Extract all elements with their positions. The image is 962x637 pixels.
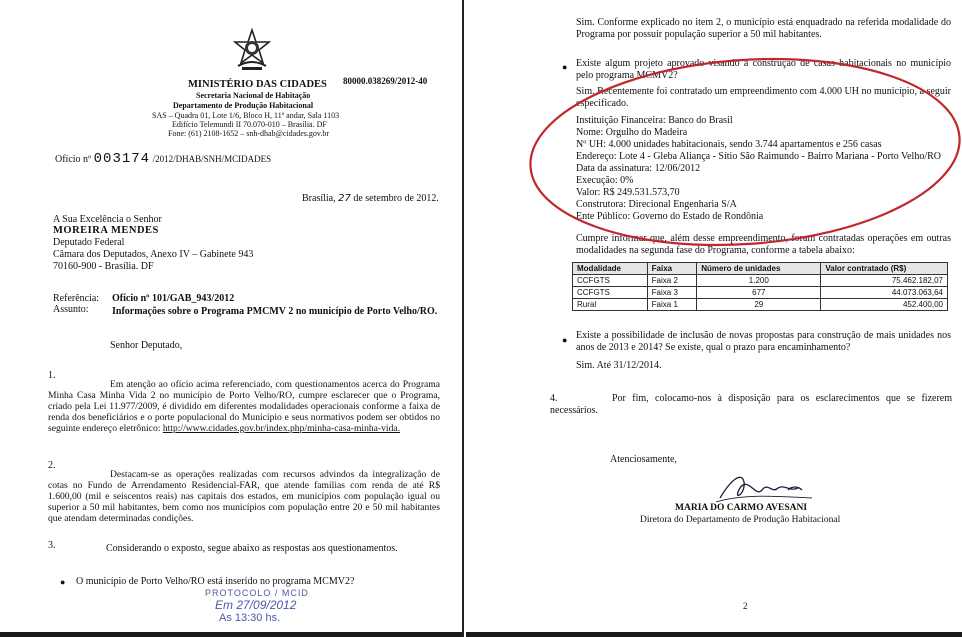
signer-role: Diretora do Departamento de Produção Habitacional — [640, 515, 841, 525]
cidades-link[interactable]: http://www.cidades.gov.br/index.php/minha-casa-minha-vida. — [162, 423, 401, 434]
answer-2-more: Cumpre informar que, além desse empreendimento, foram contratadas operações em outras modalidades na segunda fase do Programa, conforme a tabela abaixo: — [576, 233, 951, 256]
table-header: Número de unidades — [697, 263, 821, 275]
recipient-salutation: A Sua Excelência o Senhor — [53, 214, 162, 225]
department-name: Departamento de Produção Habitacional — [173, 101, 314, 110]
bullet-icon: ● — [562, 62, 568, 72]
oficio-number: 003174 — [93, 151, 151, 167]
recipient-role: Deputado Federal — [53, 237, 125, 248]
table-cell: 29 — [697, 299, 821, 311]
oficio-prefix: Ofício nº — [55, 154, 92, 165]
scan-edge — [466, 632, 962, 637]
stamp-line-3: As 13:30 hs. — [219, 612, 281, 624]
paragraph-3-text: Considerando o exposto, segue abaixo as respostas aos questionamentos. — [106, 543, 398, 554]
date-rest: de setembro de 2012. — [353, 193, 439, 204]
table-header: Modalidade — [573, 263, 648, 275]
address-line-2: Edifício Telemundi II 70.070-010 – Brasília. DF — [172, 120, 327, 129]
detail-address: Endereço: Lote 4 - Gleba Aliança - Sítio São Raimundo - Bairro Mariana - Porto Velho/RO — [576, 151, 942, 162]
subject-value: Informações sobre o Programa PMCMV 2 no município de Porto Velho/RO. — [112, 306, 438, 317]
stamp-line-2: Em 27/09/2012 — [215, 598, 297, 612]
table-cell: 452.400,00 — [821, 299, 948, 311]
project-details — [576, 115, 951, 223]
coat-of-arms-icon — [232, 28, 272, 72]
paragraph-1 — [48, 379, 440, 434]
detail-builder: Construtora: Direcional Engenharia S/A — [576, 199, 737, 210]
question-2: Existe algum projeto aprovado visando à construção de casas habitacionais no município pelo programa MCMV2? — [576, 58, 951, 81]
detail-bank: Instituição Financeira: Banco do Brasil — [576, 115, 733, 126]
table-cell: CCFGTS — [573, 275, 648, 287]
table-row — [573, 299, 948, 311]
table-cell: 44.073.063,64 — [821, 287, 948, 299]
bullet-icon: ● — [60, 577, 66, 587]
detail-public-entity: Ente Público: Governo do Estado de Rondônia — [576, 211, 764, 222]
detail-units: Nº UH: 4.000 unidades habitacionais, sendo 3.744 apartamentos e 256 casas — [576, 139, 882, 150]
greeting: Senhor Deputado, — [110, 340, 183, 351]
detail-execution: Execução: 0% — [576, 175, 634, 186]
answer-3: Sim. Até 31/12/2014. — [576, 360, 662, 371]
phone-email: Fone: (61) 2108-1652 – snh-dhab@cidades.gov.br — [168, 129, 330, 138]
paragraph-1-number: 1. — [48, 370, 56, 381]
reference-value: Ofício nº 101/GAB_943/2012 — [112, 293, 235, 304]
oficio-suffix: /2012/DHAB/SNH/MCIDADES — [152, 154, 272, 164]
table-cell: Rural — [573, 299, 648, 311]
protocol-stamp — [205, 588, 355, 636]
paragraph-1-text: Em atenção ao ofício acima referenciado, com questionamentos acerca do Programa Minha Casa Minha Vida 2 no município de Porto Velho/RO, cumpre esclarecer que o Programa, criado pela Lei 11.977/2009, é dividido em diferentes modalidades operacionais conforme a faixa de renda dos beneficiários e o porte populacional do Município e seus normativos podem ser obtidos no seguinte endereço eletrônico: — [48, 379, 440, 434]
table-header-row — [573, 263, 948, 275]
table-cell: Faixa 1 — [647, 299, 697, 311]
answer-2-intro: Sim. Recentemente foi contratado um empreendimento com 4.000 UH no município, a seguir especificado. — [576, 86, 951, 109]
signer-name: MARIA DO CARMO AVESANI — [675, 503, 808, 513]
answer-1: Sim. Conforme explicado no item 2, o município está enquadrado na referida modalidade do Programa por possuir população superior a 50 mil habitantes. — [576, 17, 951, 40]
table-header: Valor contratado (R$) — [821, 263, 948, 275]
detail-name: Nome: Orgulho do Madeira — [576, 127, 688, 138]
bullet-icon: ● — [562, 335, 568, 345]
recipient-city: 70160-900 - Brasília. DF — [53, 261, 154, 272]
page-number: 2 — [743, 601, 748, 611]
secretariat-name: Secretaria Nacional de Habitação — [196, 91, 311, 100]
date-place: Brasília, — [302, 193, 336, 204]
question-3: Existe a possibilidade de inclusão de novas propostas para construção de mais unidades nos anos de 2013 e 2014? Se existe, qual o prazo para encaminhamento? — [576, 330, 951, 353]
table-header: Faixa — [647, 263, 697, 275]
paragraph-3-number: 3. — [48, 540, 56, 551]
oficio-line — [55, 153, 271, 166]
paragraph-2-number: 2. — [48, 460, 56, 471]
address-line-1: SAS – Quadra 01, Lote 1/6, Bloco H, 11º andar, Sala 1103 — [152, 111, 340, 120]
letter-page-2 — [466, 0, 962, 637]
question-1: O município de Porto Velho/RO está inserido no programa MCMV2? — [76, 576, 355, 587]
table-cell: CCFGTS — [573, 287, 648, 299]
detail-signature-date: Data da assinatura: 12/06/2012 — [576, 163, 701, 174]
table-row — [573, 287, 948, 299]
paragraph-2-text: Destacam-se as operações realizadas com recursos advindos da integralização de cotas no Fundo de Arrendamento Residencial-FAR, que atende famílias com renda de até R$ 1.600,00 (mil e seiscentos reais) nas capitais dos estados, em municípios com população igual ou superior a 50 mil habitantes, bem como nos municípios com população entre 20 e 50 mil habitantes que atendam determinadas condições. — [48, 469, 440, 524]
table-cell: 1.200 — [697, 275, 821, 287]
protocol-number: 80000.038269/2012-40 — [343, 76, 428, 86]
recipient-name: MOREIRA MENDES — [53, 225, 159, 236]
detail-value: Valor: R$ 249.531.573,70 — [576, 187, 680, 198]
scan-edge — [0, 632, 462, 637]
date-day: 27 — [338, 193, 351, 204]
table-row — [573, 275, 948, 287]
paragraph-4-number: 4. — [550, 393, 558, 404]
letter-page-1 — [0, 0, 464, 637]
operations-table — [572, 262, 948, 311]
recipient-address: Câmara dos Deputados, Anexo IV – Gabinete 943 — [53, 249, 254, 260]
ministry-name: MINISTÉRIO DAS CIDADES — [188, 79, 327, 90]
paragraph-4-text: Por fim, colocamo-nos à disposição para os esclarecimentos que se fizerem necessários. — [550, 393, 952, 416]
closing: Atenciosamente, — [610, 454, 677, 465]
table-cell: 677 — [697, 287, 821, 299]
stamp-line-1: PROTOCOLO / MCID — [205, 588, 309, 598]
subject-label: Assunto: — [53, 304, 89, 315]
date-line — [302, 193, 439, 205]
reference-label: Referência: — [53, 293, 100, 304]
table-cell: 75.462.182,07 — [821, 275, 948, 287]
table-cell: Faixa 3 — [647, 287, 697, 299]
table-cell: Faixa 2 — [647, 275, 697, 287]
